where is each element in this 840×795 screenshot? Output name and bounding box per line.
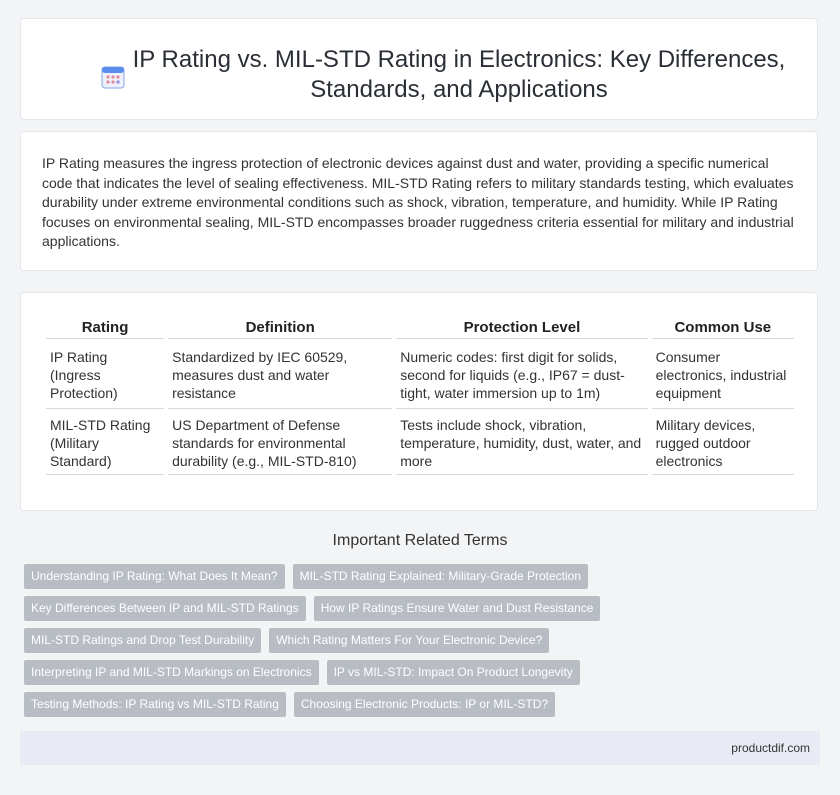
intro-paragraph: IP Rating measures the ingress protection of electronic devices against dust and water, providing a specific numerical code that indicates the level of sealing effectiveness. MIL-STD Rating refers to military standards testing, which evaluates durability under extreme environmental conditions such as shock, vibration, temperature, and humidity. While IP Rating focuses on environmental sealing, MIL-STD encompasses broader ruggedness criteria essential for military and industrial applications. [42,155,794,249]
related-terms-row [24,692,555,717]
comparison-table [42,311,798,477]
related-term-link[interactable]: Interpreting IP and MIL-STD Markings on Electronics [24,660,319,685]
related-term-link[interactable]: MIL-STD Ratings and Drop Test Durability [24,628,261,653]
related-term-link[interactable]: Which Rating Matters For Your Electronic Device? [269,628,549,653]
table-row [46,341,794,409]
header-rating: Rating [46,313,164,339]
table-row [46,411,794,475]
table-cell: Consumer electronics, industrial equipment [652,341,794,409]
related-terms-row [24,628,549,653]
related-terms-row [24,564,588,589]
table-header-row [46,313,794,339]
related-terms-row [24,596,600,621]
related-term-link[interactable]: Key Differences Between IP and MIL-STD Ratings [24,596,306,621]
comparison-table-card [20,292,818,511]
table-cell: IP Rating (Ingress Protection) [46,341,164,409]
table-cell: US Department of Defense standards for environmental durability (e.g., MIL-STD-810) [168,411,392,475]
table-cell: Standardized by IEC 60529, measures dust and water resistance [168,341,392,409]
header-protection-level: Protection Level [396,313,647,339]
related-term-link[interactable]: Testing Methods: IP Rating vs MIL-STD Rating [24,692,286,717]
page-title: IP Rating vs. MIL-STD Rating in Electronics: Key Differences, Standards, and Applications [132,46,786,103]
intro-card [20,131,818,271]
related-terms-row [24,660,580,685]
footer-site-link[interactable]: productdif.com [731,741,810,755]
footer [20,731,820,765]
table-cell: Military devices, rugged outdoor electronics [652,411,794,475]
title-card [20,18,818,120]
header-definition: Definition [168,313,392,339]
related-term-link[interactable]: Understanding IP Rating: What Does It Mean? [24,564,285,589]
related-term-link[interactable]: IP vs MIL-STD: Impact On Product Longevity [327,660,580,685]
related-term-link[interactable]: Choosing Electronic Products: IP or MIL-STD? [294,692,555,717]
table-cell: MIL-STD Rating (Military Standard) [46,411,164,475]
header-common-use: Common Use [652,313,794,339]
related-term-link[interactable]: How IP Ratings Ensure Water and Dust Resistance [314,596,601,621]
table-cell: Numeric codes: first digit for solids, second for liquids (e.g., IP67 = dust-tight, water immersion up to 1m) [396,341,647,409]
table-cell: Tests include shock, vibration, temperature, humidity, dust, water, and more [396,411,647,475]
related-term-link[interactable]: MIL-STD Rating Explained: Military-Grade Protection [293,564,588,589]
related-terms-heading: Important Related Terms [332,532,508,549]
calendar-icon [100,64,126,90]
